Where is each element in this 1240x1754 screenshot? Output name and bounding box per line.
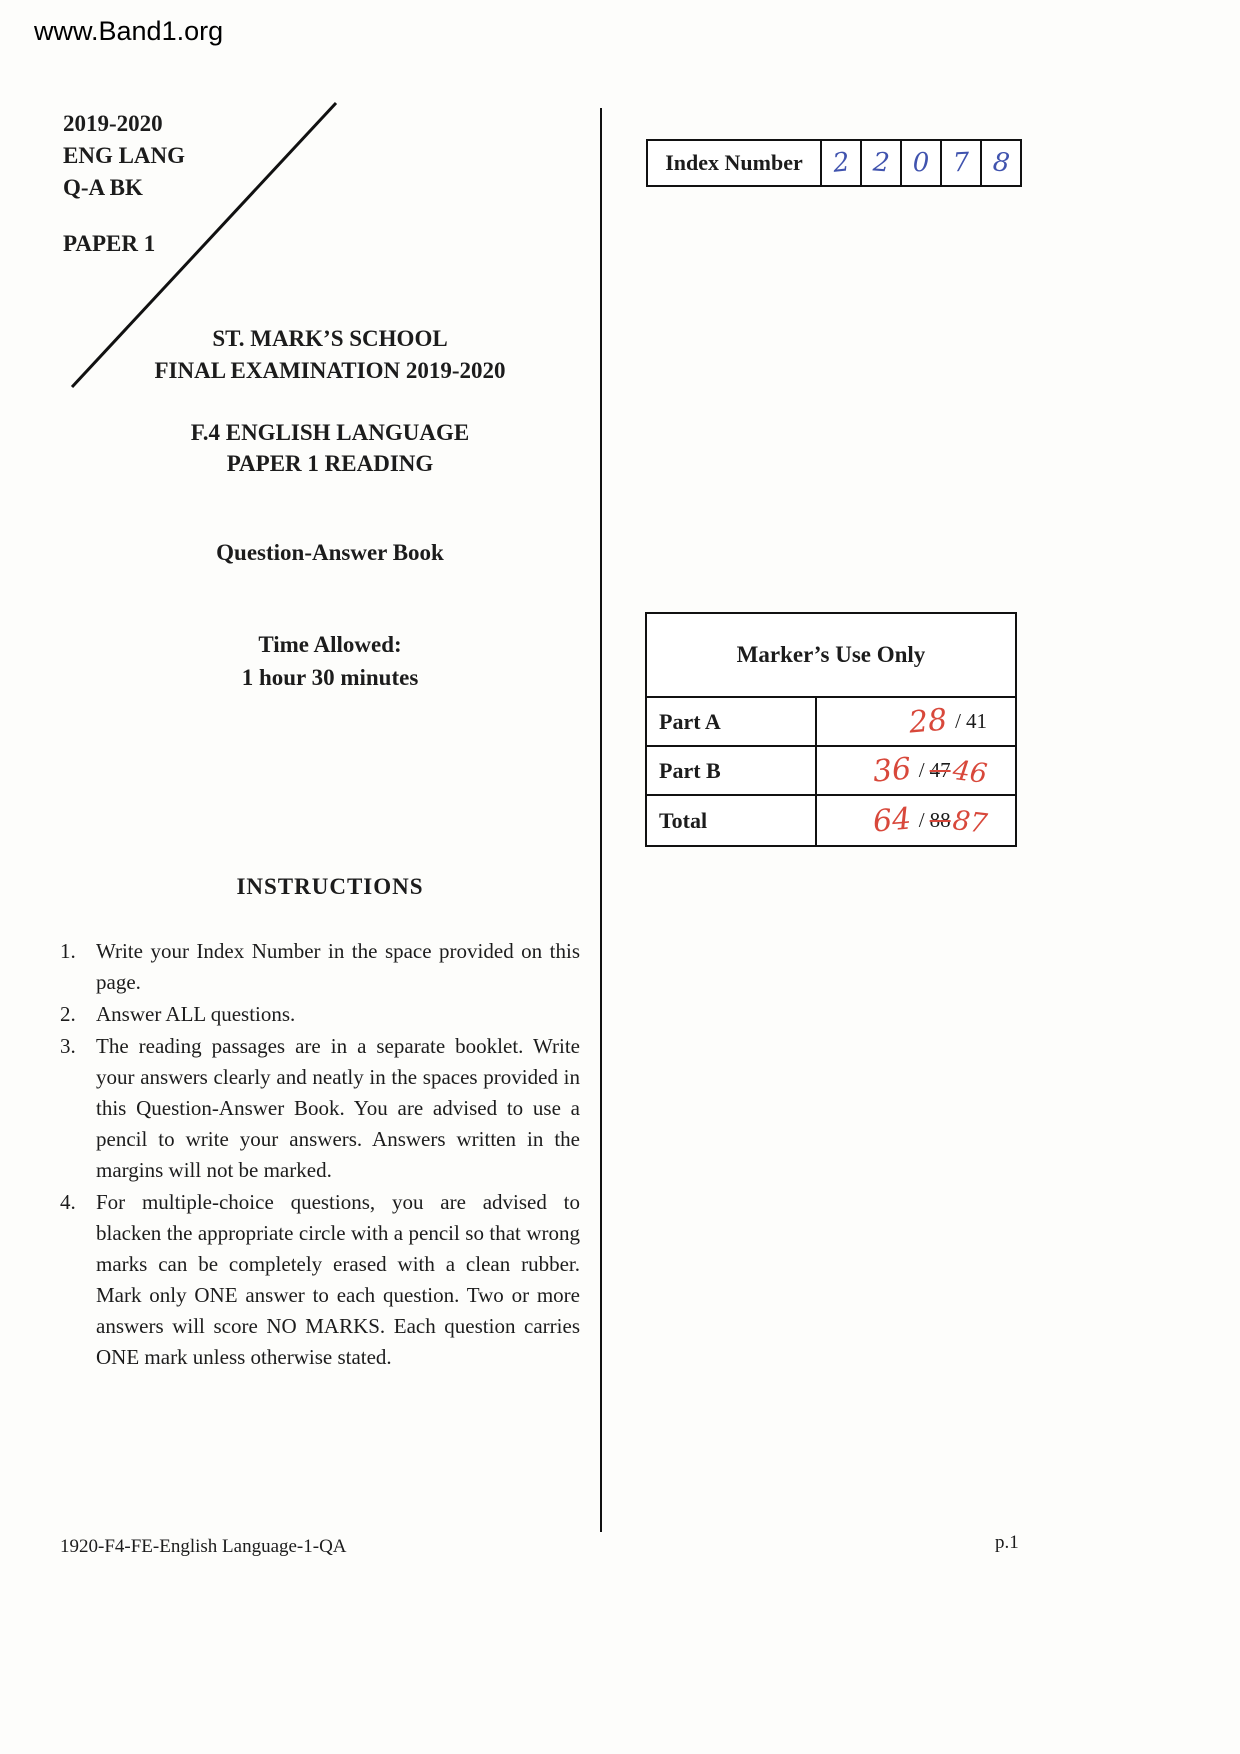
score-slash: / <box>955 709 961 733</box>
year-label: 2019-2020 <box>63 111 163 136</box>
score-denominator-struck: 47 <box>929 758 951 782</box>
instruction-number: 2. <box>60 1002 76 1026</box>
time-allowed-value: 1 hour 30 minutes <box>241 665 419 690</box>
paper-title: PAPER 1 READING <box>226 451 434 476</box>
index-number-table <box>646 139 1022 187</box>
marker-use-table <box>645 612 1017 847</box>
index-number-label: Index Number <box>665 150 803 175</box>
handwritten-digit: 2 <box>831 147 851 179</box>
score-slash: / <box>918 758 925 782</box>
footer-page-number: p.1 <box>995 1532 1019 1553</box>
column-divider <box>600 108 602 1532</box>
handwritten-digit: 2 <box>871 147 891 179</box>
score-slash: / <box>918 808 925 832</box>
total-label: Total <box>647 796 817 845</box>
footer-document-code: 1920-F4-FE-English Language-1-QA <box>60 1536 347 1557</box>
instruction-text: Answer ALL questions. <box>96 1002 296 1026</box>
instruction-item <box>60 1031 580 1186</box>
index-digit-cell <box>900 141 940 185</box>
instruction-item <box>60 999 580 1030</box>
instructions-list <box>60 936 580 1374</box>
handwritten-score: 64 <box>871 801 913 840</box>
instruction-text: The reading passages are in a separate booklet. Write your answers clearly and neatly in the spaces provided in this Question-Answer Book. You are advised to use a pencil to write your answers. Answers written in the margins will not be marked. <box>96 1034 580 1182</box>
paper-number-label: PAPER 1 <box>63 231 156 256</box>
part-a-label: Part A <box>647 698 817 745</box>
index-digit-cell <box>860 141 900 185</box>
index-digit-cell <box>820 141 860 185</box>
marker-table-title: Marker’s Use Only <box>647 614 1015 698</box>
table-row-part-b <box>647 747 1015 796</box>
school-name: ST. MARK’S SCHOOL <box>212 326 448 351</box>
instruction-number: 3. <box>60 1034 76 1058</box>
spacer <box>63 204 363 228</box>
index-digit-cell <box>940 141 980 185</box>
instructions-heading: INSTRUCTIONS <box>236 874 424 899</box>
index-digit-cell <box>980 141 1020 185</box>
handwritten-digit: 8 <box>991 147 1011 179</box>
time-allowed-label: Time Allowed: <box>258 632 402 657</box>
paper-code-block <box>63 108 363 260</box>
instruction-text: Write your Index Number in the space provided on this page. <box>96 939 580 994</box>
part-b-score <box>817 747 1015 794</box>
table-row-part-a <box>647 698 1015 747</box>
total-score <box>817 796 1015 845</box>
book-code-label: Q-A BK <box>63 175 143 200</box>
handwritten-digit: 0 <box>912 148 930 178</box>
instruction-item <box>60 1187 580 1373</box>
book-title: Question-Answer Book <box>216 540 444 565</box>
handwritten-score: 36 <box>871 751 913 790</box>
score-denominator-struck: 88 <box>929 808 951 832</box>
part-b-label: Part B <box>647 747 817 794</box>
exam-title: FINAL EXAMINATION 2019-2020 <box>154 358 506 383</box>
score-denominator: 41 <box>966 709 987 733</box>
handwritten-score: 28 <box>907 702 949 741</box>
handwritten-correction: 46 <box>950 755 989 790</box>
site-watermark: www.Band1.org <box>34 16 224 46</box>
handwritten-correction: 87 <box>950 805 989 840</box>
handwritten-digit: 7 <box>951 147 971 179</box>
part-a-score <box>817 698 1015 745</box>
instruction-text: For multiple-choice questions, you are advised to blacken the appropriate circle with a pencil so that wrong marks can be completely erased with a clean rubber. Mark only ONE answer to each question. Two or more answers will score NO MARKS. Each question carries ONE mark unless otherwise stated. <box>96 1190 580 1369</box>
instruction-number: 4. <box>60 1190 76 1214</box>
subject-code-label: ENG LANG <box>63 143 186 168</box>
subject-title: F.4 ENGLISH LANGUAGE <box>190 420 470 445</box>
table-row-total <box>647 796 1015 845</box>
instruction-item <box>60 936 580 998</box>
instruction-number: 1. <box>60 939 76 963</box>
